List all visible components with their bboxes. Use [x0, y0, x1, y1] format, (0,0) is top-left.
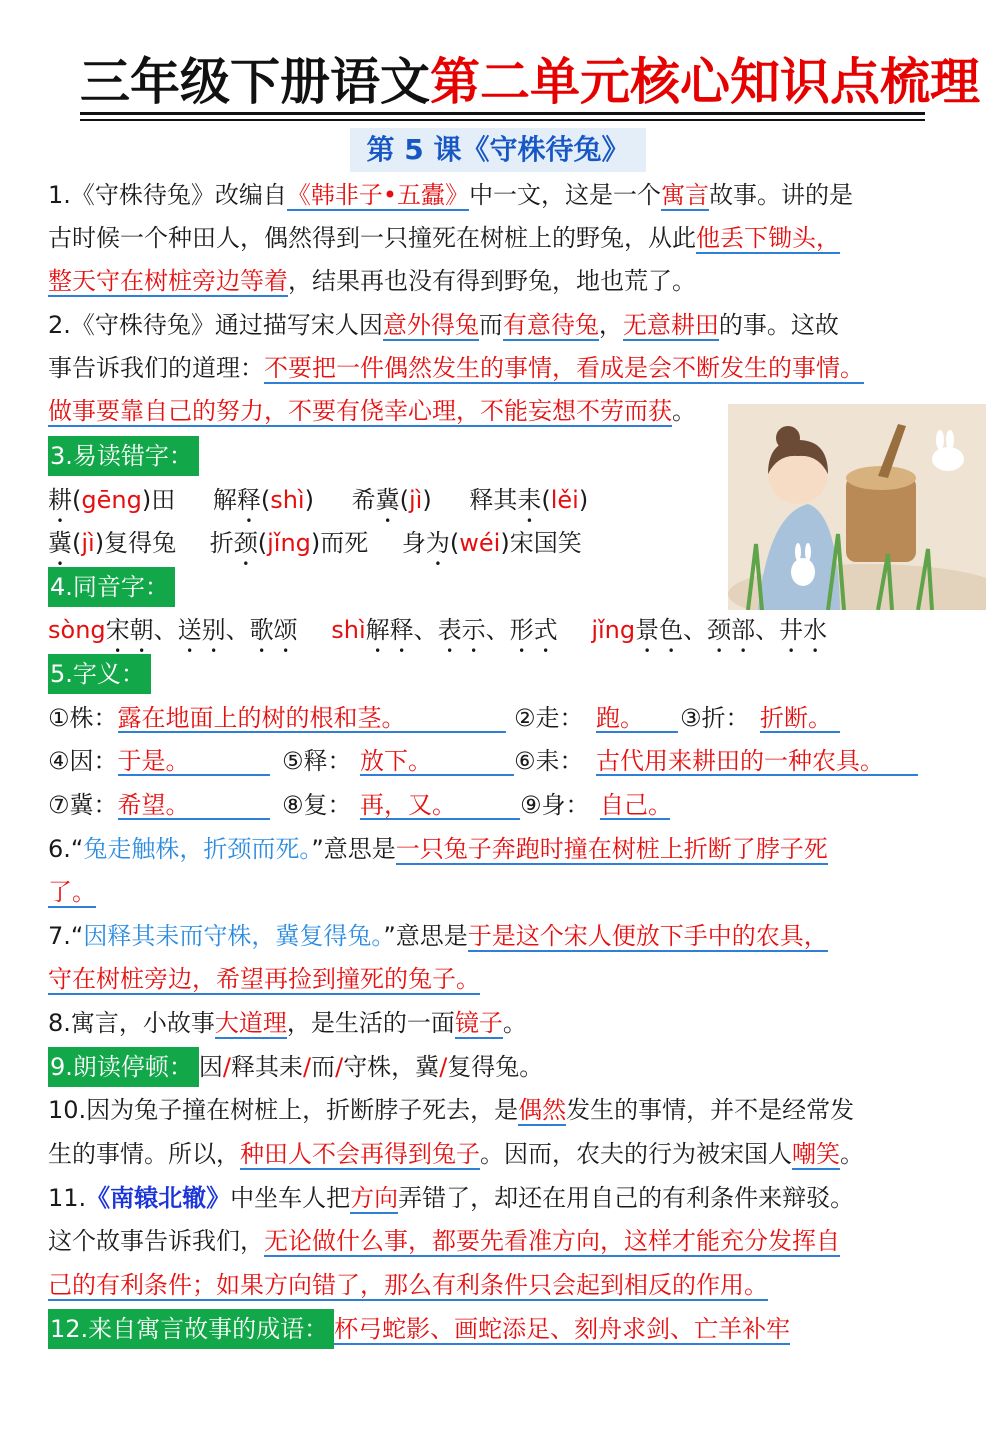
section-5-row-3: ⑦冀：希望。 ⑧复： 再，又。 ⑨身： 自己。 [48, 791, 672, 819]
lesson-title: 第 5 课《守株待兔》 [350, 128, 646, 172]
word-3: 希冀(jì) [351, 486, 432, 514]
homophone-group-3: jǐng景色、颈部、井水 [591, 616, 828, 644]
item-8-line: 8.寓言，小故事大道理，是生活的一面镜子。 [48, 1009, 527, 1037]
section-9-header: 9.朗读停顿： [48, 1047, 199, 1087]
item-10-line-1: 10.因为兔子撞在树桩上，折断脖子死去，是偶然发生的事情，并不是经常发 [48, 1096, 855, 1124]
story-illustration [728, 404, 986, 610]
section-12-line: 12.来自寓言故事的成语： 杯弓蛇影、画蛇添足、刻舟求剑、亡羊补牢 [48, 1314, 790, 1344]
section-12-header: 12.来自寓言故事的成语： [48, 1309, 334, 1349]
section-3-row-1 [48, 485, 588, 515]
page-title [80, 52, 980, 112]
item-10-line-2: 生的事情。所以，种田人不会再得到兔子。因而，农夫的行为被宋国人嘲笑。 [48, 1140, 864, 1168]
section-4-header-line [48, 572, 175, 602]
section-3-row-2 [48, 528, 582, 558]
item-6-line-1: 6.“兔走触株，折颈而死。”意思是一只兔子奔跑时撞在树桩上折断了脖子死 [48, 835, 828, 863]
section-9-line: 9.朗读停顿： 因/释其耒/而/守株，冀/复得兔。 [48, 1052, 543, 1082]
title-part-2: 第二单元核心知识点梳理 [430, 53, 980, 111]
item-11-line-3: 己的有利条件；如果方向错了，那么有利条件只会起到相反的作用。 [48, 1271, 768, 1299]
word-5: 冀(jì)复得兔 [48, 529, 177, 557]
section-5-header-line [48, 659, 151, 689]
item-1-line-1: 1.《守株待兔》改编自《韩非子•五蠹》中一文，这是一个寓言故事。讲的是 [48, 181, 854, 209]
farmer-rabbit-illustration [728, 404, 986, 610]
item-2-line-2: 事告诉我们的道理：不要把一件偶然发生的事情，看成是会不断发生的事情。 [48, 354, 864, 382]
word-1: 耕(gēng)田 [48, 486, 176, 514]
word-4: 释其耒(lěi) [469, 486, 589, 514]
homophone-group-2: shì解释、表示、形式 [331, 616, 558, 644]
item-2-line-3: 做事要靠自己的努力，不要有侥幸心理，不能妄想不劳而获。 [48, 397, 696, 425]
section-3-header: 3.易读错字： [48, 436, 199, 476]
item-7-line-2: 守在树桩旁边，希望再捡到撞死的兔子。 [48, 965, 480, 993]
title-part-1: 三年级下册语文 [80, 53, 430, 111]
title-underline-2 [80, 119, 925, 121]
section-5-row-1: ①株：露在地面上的树的根和茎。 ②走： 跑。 ③折： 折断。 [48, 703, 506, 733]
section-4-header: 4.同音字： [48, 567, 175, 607]
item-7-line-1: 7.“因释其耒而守株，冀复得兔。”意思是于是这个宋人便放下手中的农具， [48, 922, 828, 950]
section-5-row-2: ④因：于是。 ⑤释： 放下。 ⑥耒： 古代用来耕田的一种农具。 [48, 746, 270, 776]
item-1-line-2: 古时候一个种田人，偶然得到一只撞死在树桩上的野兔，从此他丢下锄头， [48, 224, 840, 252]
homophone-group-1: sòng宋朝、送别、歌颂 [48, 616, 298, 644]
item-6-line-2: 了。 [48, 878, 96, 906]
item-2-line-1: 2.《守株待兔》通过描写宋人因意外得兔而有意待兔，无意耕田的事。这故 [48, 311, 839, 339]
item-11-line-2: 这个故事告诉我们，无论做什么事，都要先看准方向，这样才能充分发挥自 [48, 1227, 840, 1255]
section-5-header: 5.字义： [48, 654, 151, 694]
word-7: 身为(wéi)宋国笑 [401, 529, 582, 557]
item-11-line-1: 11.《南辕北辙》中坐车人把方向弄错了，却还在用自己的有利条件来辩驳。 [48, 1184, 855, 1212]
section-4-groups [48, 615, 827, 645]
item-1-line-3: 整天守在树桩旁边等着，结果再也没有得到野兔，地也荒了。 [48, 267, 696, 295]
word-2: 解释(shì) [212, 486, 314, 514]
word-6: 折颈(jǐng)而死 [209, 529, 369, 557]
title-underline [80, 112, 925, 115]
section-3-header-line [48, 441, 199, 471]
